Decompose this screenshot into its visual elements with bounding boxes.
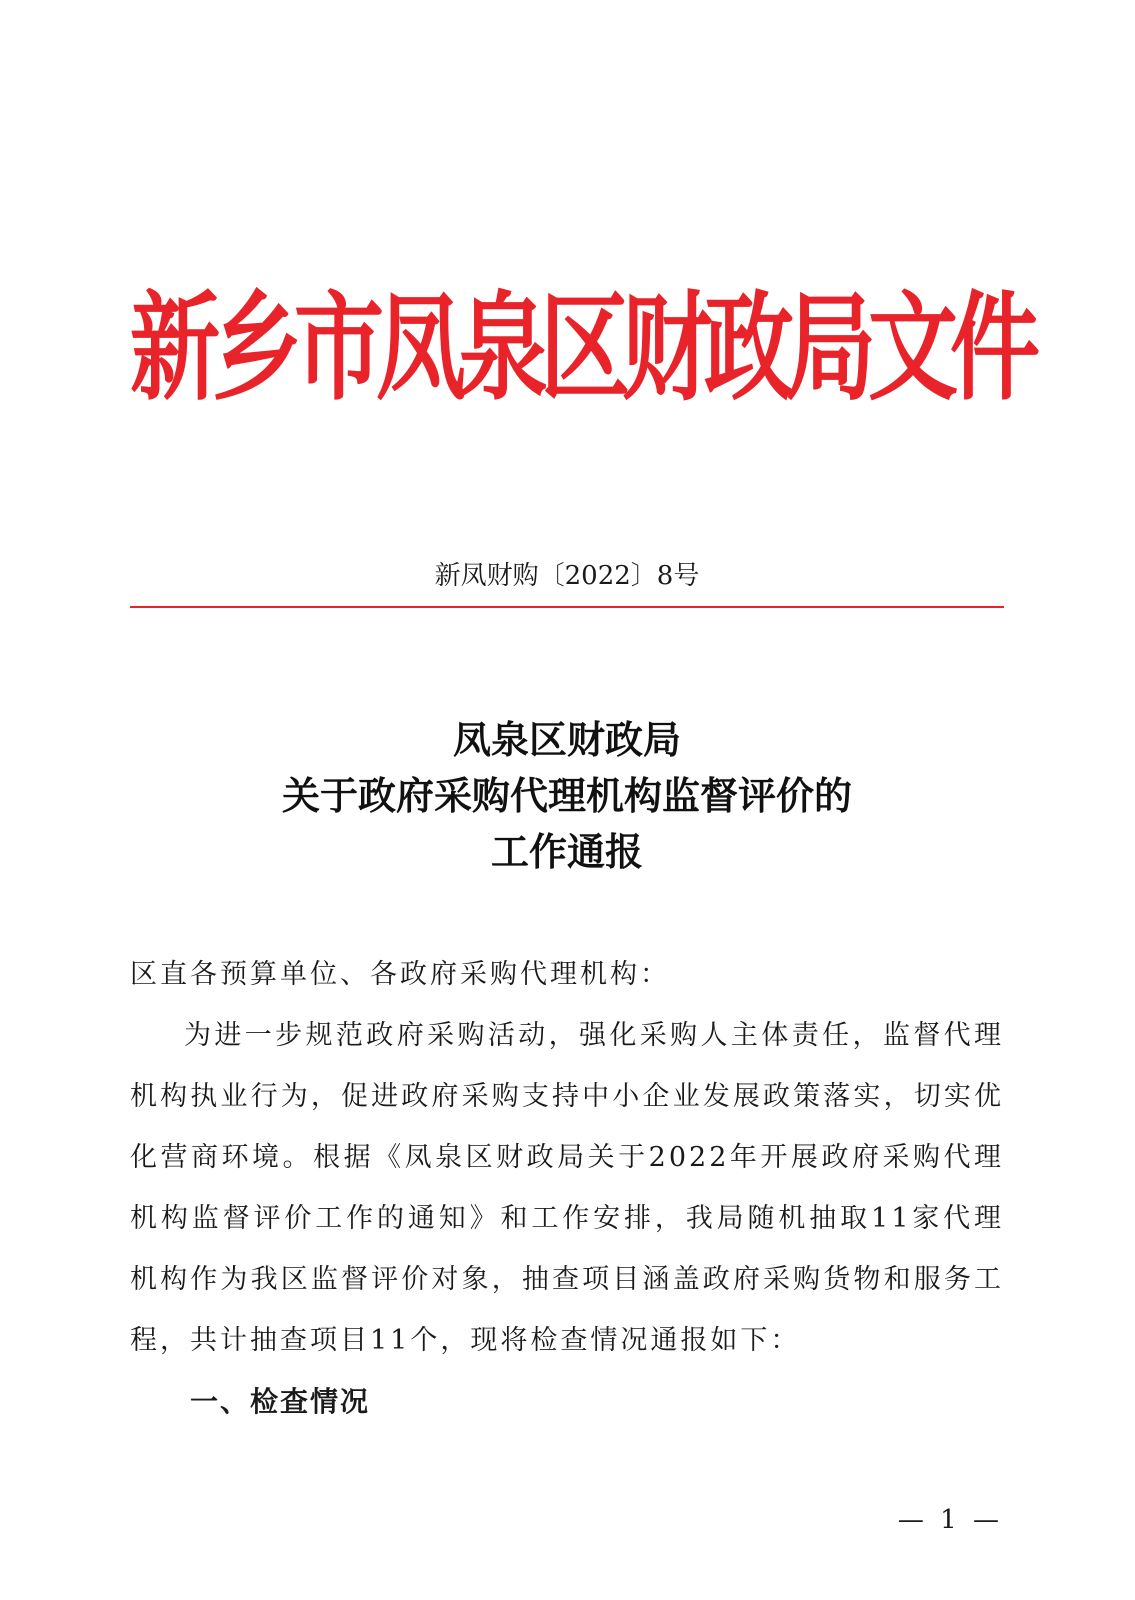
salutation: 区直各预算单位、各政府采购代理机构： <box>130 959 670 990</box>
document-title <box>130 712 1004 880</box>
title-line-2: 关于政府采购代理机构监督评价的 <box>281 773 852 818</box>
intro-paragraph: 为进一步规范政府采购活动，强化采购人主体责任，监督代理机构执业行为，促进政府采购支持中小企业发展政策落实，切实优化营商环境。根据《凤泉区财政局关于2022年开展政府采购代理机构监督评价工作的通知》和工作安排，我局随机抽取11家代理机构作为我区监督评价对象，抽查项目涵盖政府采购货物和服务工程，共计抽查项目11个，现将检查情况通报如下： <box>130 1020 1004 1356</box>
masthead-title: 新乡市凤泉区财政局文件 <box>130 279 1032 417</box>
document-body <box>130 944 1004 1432</box>
red-divider <box>130 606 1004 608</box>
document-number: 新凤财购〔2022〕8号 <box>434 561 700 591</box>
page-number: — 1 — <box>897 1505 1003 1535</box>
section-heading-inspection: 一、检查情况 <box>190 1385 371 1418</box>
title-line-1: 凤泉区财政局 <box>452 717 681 762</box>
title-line-3: 工作通报 <box>490 829 643 874</box>
